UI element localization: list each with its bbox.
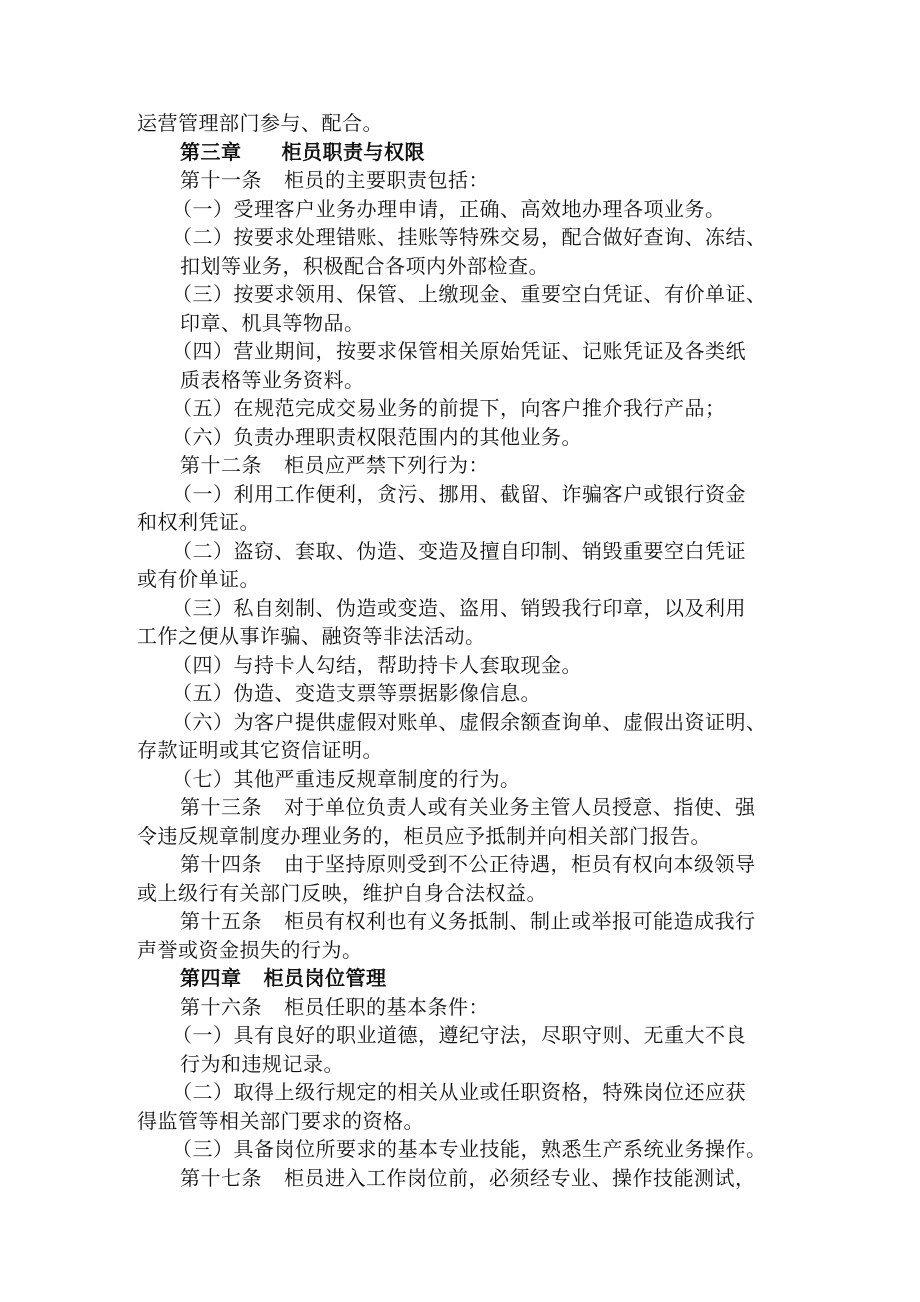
chapter-heading xyxy=(0,138,920,167)
list-item: （二）按要求处理错账、挂账等特殊交易，配合做好查询、冻结、 xyxy=(172,225,767,249)
article-number: 第十三条 xyxy=(180,795,262,819)
text-line: 得监管等相关部门要求的资格。 xyxy=(137,1108,424,1133)
article-number: 第十四条 xyxy=(180,852,262,876)
article-number: 第十七条 xyxy=(180,1165,262,1190)
list-item: （二）盗窃、套取、伪造、变造及擅自印制、销毁重要空白凭证 xyxy=(172,538,746,563)
list-item: （一）具有良好的职业道德，遵纪守法，尽职守则、无重大不良 xyxy=(172,1023,746,1047)
chapter-title: 柜员岗位管理 xyxy=(263,966,387,990)
article-text: 柜员的主要职责包括： xyxy=(284,168,489,192)
list-item: （一）利用工作便利，贪污、挪用、截留、诈骗客户或银行资金 xyxy=(172,481,746,506)
list-item: （五）在规范完成交易业务的前提下，向客户推介我行产品； xyxy=(172,396,726,420)
list-item-continuation: 质表格等业务资料。 xyxy=(180,367,365,392)
article-line xyxy=(0,1164,920,1193)
text-line: 工作之便从事诈骗、融资等非法活动。 xyxy=(137,624,486,648)
chapter-title: 柜员职责与权限 xyxy=(281,139,425,164)
list-item: （六）为客户提供虚假对账单、虚假余额查询单、虚假出资证明、 xyxy=(172,709,767,734)
chapter-heading xyxy=(0,964,920,993)
article-text: 柜员应严禁下列行为： xyxy=(284,453,489,477)
list-item: （四）营业期间，按要求保管相关原始凭证、记账凭证及各类纸 xyxy=(172,339,746,363)
text-line: 令违反规章制度办理业务的，柜员应予抵制并向相关部门报告。 xyxy=(137,823,711,848)
list-item: （三）按要求领用、保管、上缴现金、重要空白凭证、有价单证、 xyxy=(172,282,767,306)
article-text: 由于坚持原则受到不公正待遇，柜员有权向本级领导 xyxy=(284,852,756,876)
article-number: 第十五条 xyxy=(180,909,262,933)
article-number: 第十一条 xyxy=(180,168,262,192)
list-item: （五）伪造、变造支票等票据影像信息。 xyxy=(172,681,541,705)
list-item: （七）其他严重违反规章制度的行为。 xyxy=(172,766,521,791)
list-item: （三）具备岗位所要求的基本专业技能，熟悉生产系统业务操作。 xyxy=(172,1137,767,1161)
text-line: 或有价单证。 xyxy=(137,567,260,591)
article-line xyxy=(0,907,920,936)
article-line xyxy=(0,166,920,195)
article-line xyxy=(0,451,920,480)
article-line xyxy=(0,793,920,822)
article-text: 对于单位负责人或有关业务主管人员授意、指使、强 xyxy=(284,795,756,819)
list-item: （四）与持卡人勾结，帮助持卡人套取现金。 xyxy=(172,652,582,677)
text-line: 声誉或资金损失的行为。 xyxy=(137,937,363,962)
article-text: 柜员任职的基本条件： xyxy=(284,994,489,1019)
text-line: 和权利凭证。 xyxy=(137,510,260,534)
document-page xyxy=(0,109,920,1192)
text-line: 或上级行有关部门反映，维护自身合法权益。 xyxy=(137,880,547,905)
list-item-continuation: 扣划等业务，积极配合各项内外部检查。 xyxy=(180,253,549,278)
list-item: （二）取得上级行规定的相关从业或任职资格，特殊岗位还应获 xyxy=(172,1080,746,1104)
chapter-number: 第四章 xyxy=(180,966,242,990)
list-item: （三）私自刻制、伪造或变造、盗用、销毁我行印章，以及利用 xyxy=(172,595,746,620)
article-text: 柜员有权利也有义务抵制、制止或举报可能造成我行 xyxy=(284,909,756,933)
list-item-continuation: 印章、机具等物品。 xyxy=(180,310,365,335)
text-line: 运营管理部门参与、配合。 xyxy=(137,111,383,135)
article-line xyxy=(0,850,920,879)
article-number: 第十二条 xyxy=(180,453,262,477)
list-item: （一）受理客户业务办理申请，正确、高效地办理各项业务。 xyxy=(172,196,726,221)
chapter-number: 第三章 xyxy=(180,139,242,164)
article-line xyxy=(0,993,920,1022)
article-text: 柜员进入工作岗位前，必须经专业、操作技能测试， xyxy=(284,1165,756,1190)
list-item-continuation: 行为和违规记录。 xyxy=(180,1051,344,1076)
article-number: 第十六条 xyxy=(180,994,262,1019)
text-line: 存款证明或其它资信证明。 xyxy=(137,738,383,762)
list-item: （六）负责办理职责权限范围内的其他业务。 xyxy=(172,424,582,449)
